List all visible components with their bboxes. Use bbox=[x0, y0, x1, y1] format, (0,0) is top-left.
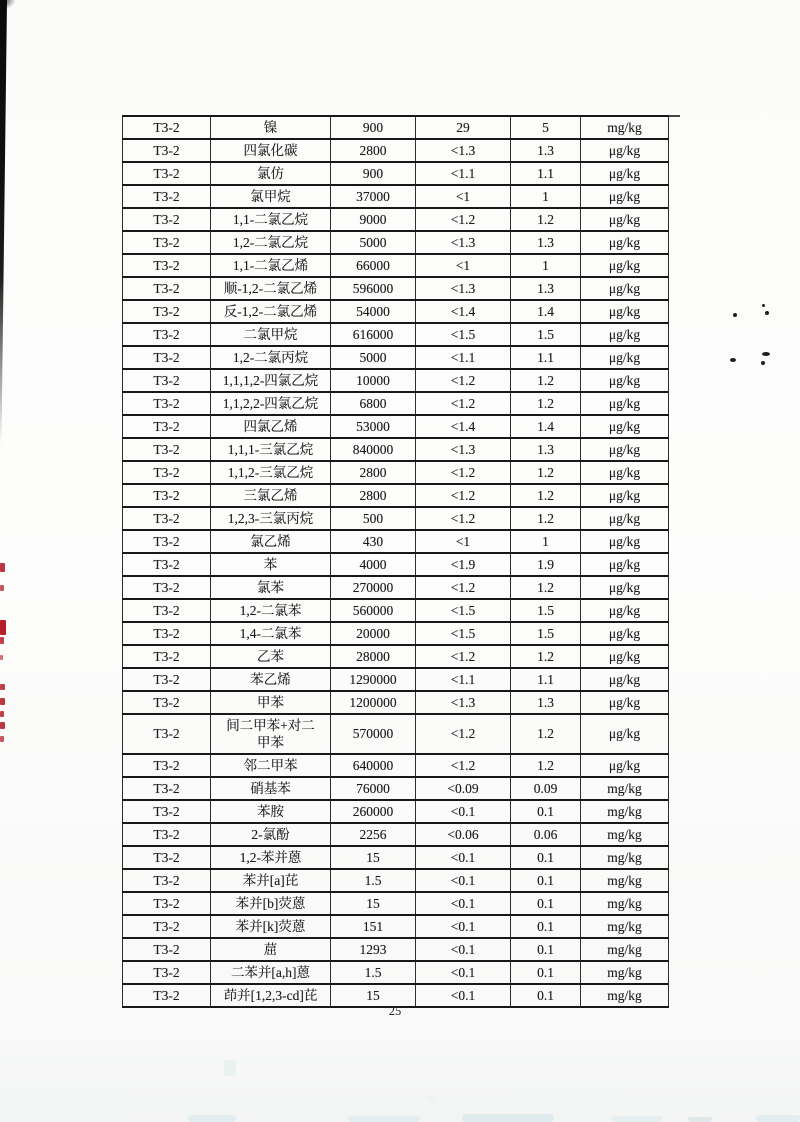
result-value-cell: 1290000 bbox=[331, 668, 416, 691]
scan-smudge bbox=[462, 1114, 554, 1122]
unit-cell: μg/kg bbox=[581, 645, 669, 668]
table-row bbox=[123, 208, 669, 231]
sample-id-cell: T3-2 bbox=[123, 346, 211, 369]
analyte-name-cell: 1,2-二氯乙烷 bbox=[211, 231, 331, 254]
red-stamp-fragment bbox=[0, 698, 5, 705]
analyte-name-cell: 苯乙烯 bbox=[211, 668, 331, 691]
table-row bbox=[123, 777, 669, 800]
detection-limit-cell: 1.2 bbox=[511, 714, 581, 754]
result-value-cell: 1293 bbox=[331, 938, 416, 961]
sample-id-cell: T3-2 bbox=[123, 484, 211, 507]
sample-id-cell: T3-2 bbox=[123, 277, 211, 300]
measured-value-cell: <1.2 bbox=[416, 484, 511, 507]
unit-cell: μg/kg bbox=[581, 484, 669, 507]
measured-value-cell: 29 bbox=[416, 116, 511, 139]
measured-value-cell: <0.1 bbox=[416, 938, 511, 961]
result-value-cell: 2256 bbox=[331, 823, 416, 846]
result-value-cell: 1200000 bbox=[331, 691, 416, 714]
result-value-cell: 54000 bbox=[331, 300, 416, 323]
sample-id-cell: T3-2 bbox=[123, 714, 211, 754]
table-row bbox=[123, 714, 669, 754]
scan-smudge bbox=[224, 1060, 236, 1076]
sample-id-cell: T3-2 bbox=[123, 323, 211, 346]
detection-limit-cell: 1.3 bbox=[511, 691, 581, 714]
analyte-name-cell: 1,2-二氯丙烷 bbox=[211, 346, 331, 369]
measured-value-cell: <1.4 bbox=[416, 415, 511, 438]
analyte-name-cell: 间二甲苯+对二甲苯 bbox=[211, 714, 331, 754]
result-value-cell: 570000 bbox=[331, 714, 416, 754]
detection-limit-cell: 1.3 bbox=[511, 438, 581, 461]
table-row bbox=[123, 530, 669, 553]
analyte-name-cell: 茚并[1,2,3-cd]芘 bbox=[211, 984, 331, 1007]
result-value-cell: 5000 bbox=[331, 346, 416, 369]
sample-id-cell: T3-2 bbox=[123, 185, 211, 208]
detection-limit-cell: 0.1 bbox=[511, 984, 581, 1007]
detection-limit-cell: 0.09 bbox=[511, 777, 581, 800]
result-value-cell: 66000 bbox=[331, 254, 416, 277]
detection-limit-cell: 1.4 bbox=[511, 300, 581, 323]
table-row bbox=[123, 576, 669, 599]
unit-cell: μg/kg bbox=[581, 461, 669, 484]
page-number: 25 bbox=[388, 1004, 402, 1018]
result-value-cell: 500 bbox=[331, 507, 416, 530]
sample-id-cell: T3-2 bbox=[123, 938, 211, 961]
analyte-name-cell: 氯甲烷 bbox=[211, 185, 331, 208]
analyte-name-cell: 2-氯酚 bbox=[211, 823, 331, 846]
table-row bbox=[123, 438, 669, 461]
result-value-cell: 270000 bbox=[331, 576, 416, 599]
result-value-cell: 900 bbox=[331, 116, 416, 139]
analyte-name-cell: 1,1,2-三氯乙烷 bbox=[211, 461, 331, 484]
sample-id-cell: T3-2 bbox=[123, 668, 211, 691]
sample-id-cell: T3-2 bbox=[123, 461, 211, 484]
result-value-cell: 151 bbox=[331, 915, 416, 938]
analyte-name-cell: 1,1,1-三氯乙烷 bbox=[211, 438, 331, 461]
measured-value-cell: <1.2 bbox=[416, 754, 511, 777]
result-value-cell: 28000 bbox=[331, 645, 416, 668]
sample-id-cell: T3-2 bbox=[123, 438, 211, 461]
analyte-name-cell: 三氯乙烯 bbox=[211, 484, 331, 507]
red-stamp-fragment bbox=[0, 585, 4, 591]
result-value-cell: 430 bbox=[331, 530, 416, 553]
table-row bbox=[123, 823, 669, 846]
table-row bbox=[123, 415, 669, 438]
sample-id-cell: T3-2 bbox=[123, 553, 211, 576]
unit-cell: μg/kg bbox=[581, 415, 669, 438]
sample-id-cell: T3-2 bbox=[123, 599, 211, 622]
analyte-name-cell: 䓛 bbox=[211, 938, 331, 961]
analyte-name-cell: 氯仿 bbox=[211, 162, 331, 185]
analyte-name-cell: 二苯并[a,h]蒽 bbox=[211, 961, 331, 984]
unit-cell: mg/kg bbox=[581, 777, 669, 800]
table-row bbox=[123, 139, 669, 162]
detection-limit-cell: 0.1 bbox=[511, 800, 581, 823]
table-row bbox=[123, 369, 669, 392]
analyte-name-cell: 苯并[b]荧蒽 bbox=[211, 892, 331, 915]
unit-cell: mg/kg bbox=[581, 823, 669, 846]
unit-cell: μg/kg bbox=[581, 277, 669, 300]
sample-id-cell: T3-2 bbox=[123, 645, 211, 668]
unit-cell: μg/kg bbox=[581, 714, 669, 754]
table-row bbox=[123, 484, 669, 507]
unit-cell: mg/kg bbox=[581, 869, 669, 892]
analyte-name-cell: 反-1,2-二氯乙烯 bbox=[211, 300, 331, 323]
table-row bbox=[123, 185, 669, 208]
detection-limit-cell: 1.1 bbox=[511, 668, 581, 691]
table-row bbox=[123, 231, 669, 254]
detection-limit-cell: 1.2 bbox=[511, 484, 581, 507]
detection-limit-cell: 1 bbox=[511, 254, 581, 277]
ink-speck bbox=[733, 313, 737, 317]
measured-value-cell: <1.2 bbox=[416, 714, 511, 754]
scan-corner-smudge bbox=[0, 0, 16, 10]
detection-limit-cell: 1.1 bbox=[511, 346, 581, 369]
unit-cell: mg/kg bbox=[581, 961, 669, 984]
measured-value-cell: <1.3 bbox=[416, 277, 511, 300]
result-value-cell: 10000 bbox=[331, 369, 416, 392]
sample-id-cell: T3-2 bbox=[123, 622, 211, 645]
analyte-name-cell: 1,1-二氯乙烯 bbox=[211, 254, 331, 277]
table-row bbox=[123, 938, 669, 961]
unit-cell: μg/kg bbox=[581, 622, 669, 645]
result-value-cell: 6800 bbox=[331, 392, 416, 415]
unit-cell: μg/kg bbox=[581, 346, 669, 369]
measured-value-cell: <1.3 bbox=[416, 438, 511, 461]
sample-id-cell: T3-2 bbox=[123, 846, 211, 869]
measured-value-cell: <1.2 bbox=[416, 576, 511, 599]
scan-smudge bbox=[348, 1116, 420, 1122]
result-value-cell: 1.5 bbox=[331, 869, 416, 892]
unit-cell: μg/kg bbox=[581, 754, 669, 777]
result-value-cell: 4000 bbox=[331, 553, 416, 576]
analyte-name-cell: 苯并[a]芘 bbox=[211, 869, 331, 892]
sample-id-cell: T3-2 bbox=[123, 984, 211, 1007]
detection-limit-cell: 0.1 bbox=[511, 846, 581, 869]
sample-id-cell: T3-2 bbox=[123, 823, 211, 846]
measured-value-cell: <1.2 bbox=[416, 645, 511, 668]
result-value-cell: 840000 bbox=[331, 438, 416, 461]
table-row bbox=[123, 346, 669, 369]
sample-id-cell: T3-2 bbox=[123, 415, 211, 438]
measured-value-cell: <1.1 bbox=[416, 346, 511, 369]
measured-value-cell: <1.1 bbox=[416, 668, 511, 691]
result-value-cell: 1.5 bbox=[331, 961, 416, 984]
detection-limit-cell: 0.1 bbox=[511, 961, 581, 984]
detection-limit-cell: 1.2 bbox=[511, 392, 581, 415]
scan-edge-shadow bbox=[0, 0, 7, 445]
table-row bbox=[123, 323, 669, 346]
table-row bbox=[123, 162, 669, 185]
unit-cell: mg/kg bbox=[581, 892, 669, 915]
measured-value-cell: <1.3 bbox=[416, 231, 511, 254]
sample-id-cell: T3-2 bbox=[123, 961, 211, 984]
red-stamp-fragment bbox=[0, 736, 4, 742]
result-value-cell: 15 bbox=[331, 892, 416, 915]
sample-id-cell: T3-2 bbox=[123, 231, 211, 254]
result-value-cell: 900 bbox=[331, 162, 416, 185]
detection-limit-cell: 1.2 bbox=[511, 576, 581, 599]
detection-limit-cell: 1.5 bbox=[511, 622, 581, 645]
unit-cell: μg/kg bbox=[581, 300, 669, 323]
unit-cell: μg/kg bbox=[581, 208, 669, 231]
unit-cell: mg/kg bbox=[581, 938, 669, 961]
result-value-cell: 15 bbox=[331, 846, 416, 869]
sample-id-cell: T3-2 bbox=[123, 892, 211, 915]
unit-cell: μg/kg bbox=[581, 369, 669, 392]
table-row bbox=[123, 892, 669, 915]
measured-value-cell: <0.1 bbox=[416, 984, 511, 1007]
detection-limit-cell: 1.5 bbox=[511, 599, 581, 622]
unit-cell: μg/kg bbox=[581, 507, 669, 530]
detection-limit-cell: 1.9 bbox=[511, 553, 581, 576]
analyte-name-cell: 1,1,1,2-四氯乙烷 bbox=[211, 369, 331, 392]
detection-limit-cell: 0.1 bbox=[511, 915, 581, 938]
sample-id-cell: T3-2 bbox=[123, 300, 211, 323]
table-row bbox=[123, 668, 669, 691]
red-stamp-fragment bbox=[0, 684, 5, 690]
detection-limit-cell: 1.3 bbox=[511, 231, 581, 254]
unit-cell: mg/kg bbox=[581, 846, 669, 869]
table-row bbox=[123, 507, 669, 530]
unit-cell: mg/kg bbox=[581, 984, 669, 1007]
measured-value-cell: <1.5 bbox=[416, 323, 511, 346]
unit-cell: mg/kg bbox=[581, 800, 669, 823]
table-row bbox=[123, 645, 669, 668]
result-value-cell: 560000 bbox=[331, 599, 416, 622]
sample-id-cell: T3-2 bbox=[123, 392, 211, 415]
detection-limit-cell: 1.3 bbox=[511, 139, 581, 162]
analyte-name-cell: 1,1,2,2-四氯乙烷 bbox=[211, 392, 331, 415]
measured-value-cell: <0.1 bbox=[416, 800, 511, 823]
measured-value-cell: <1.2 bbox=[416, 392, 511, 415]
analyte-name-cell: 1,2,3-三氯丙烷 bbox=[211, 507, 331, 530]
scan-smudge bbox=[188, 1115, 236, 1122]
detection-limit-cell: 1.1 bbox=[511, 162, 581, 185]
table-row bbox=[123, 846, 669, 869]
sample-id-cell: T3-2 bbox=[123, 208, 211, 231]
table-row bbox=[123, 691, 669, 714]
result-value-cell: 596000 bbox=[331, 277, 416, 300]
table-row bbox=[123, 961, 669, 984]
red-stamp-fragment bbox=[0, 563, 5, 572]
ink-speck bbox=[761, 361, 765, 365]
result-value-cell: 37000 bbox=[331, 185, 416, 208]
unit-cell: mg/kg bbox=[581, 915, 669, 938]
detection-limit-cell: 0.1 bbox=[511, 869, 581, 892]
analyte-name-cell: 氯乙烯 bbox=[211, 530, 331, 553]
result-value-cell: 5000 bbox=[331, 231, 416, 254]
unit-cell: μg/kg bbox=[581, 668, 669, 691]
analyte-name-cell: 甲苯 bbox=[211, 691, 331, 714]
table-rule-overhang bbox=[668, 115, 680, 117]
sample-id-cell: T3-2 bbox=[123, 530, 211, 553]
sample-id-cell: T3-2 bbox=[123, 507, 211, 530]
result-value-cell: 53000 bbox=[331, 415, 416, 438]
measured-value-cell: <0.06 bbox=[416, 823, 511, 846]
ink-speck bbox=[762, 352, 770, 356]
unit-cell: mg/kg bbox=[581, 116, 669, 139]
analyte-name-cell: 苯 bbox=[211, 553, 331, 576]
unit-cell: μg/kg bbox=[581, 231, 669, 254]
measured-value-cell: <1.1 bbox=[416, 162, 511, 185]
sample-id-cell: T3-2 bbox=[123, 576, 211, 599]
unit-cell: μg/kg bbox=[581, 392, 669, 415]
unit-cell: μg/kg bbox=[581, 576, 669, 599]
analyte-name-cell: 1,2-苯并蒽 bbox=[211, 846, 331, 869]
measured-value-cell: <1.3 bbox=[416, 139, 511, 162]
unit-cell: μg/kg bbox=[581, 254, 669, 277]
table-row bbox=[123, 869, 669, 892]
sample-id-cell: T3-2 bbox=[123, 116, 211, 139]
unit-cell: μg/kg bbox=[581, 438, 669, 461]
measured-value-cell: <1.2 bbox=[416, 369, 511, 392]
measured-value-cell: <0.1 bbox=[416, 869, 511, 892]
sample-id-cell: T3-2 bbox=[123, 915, 211, 938]
analyte-name-cell: 二氯甲烷 bbox=[211, 323, 331, 346]
sample-id-cell: T3-2 bbox=[123, 162, 211, 185]
sample-id-cell: T3-2 bbox=[123, 691, 211, 714]
table-row bbox=[123, 277, 669, 300]
detection-limit-cell: 1 bbox=[511, 530, 581, 553]
detection-limit-cell: 1.2 bbox=[511, 369, 581, 392]
sample-id-cell: T3-2 bbox=[123, 869, 211, 892]
ink-speck bbox=[762, 304, 765, 307]
detection-limit-cell: 5 bbox=[511, 116, 581, 139]
table-row bbox=[123, 300, 669, 323]
scan-smudge bbox=[425, 1096, 435, 1102]
analyte-name-cell: 1,1-二氯乙烷 bbox=[211, 208, 331, 231]
measured-value-cell: <1 bbox=[416, 254, 511, 277]
measured-value-cell: <1.5 bbox=[416, 622, 511, 645]
detection-limit-cell: 1.3 bbox=[511, 277, 581, 300]
unit-cell: μg/kg bbox=[581, 162, 669, 185]
unit-cell: μg/kg bbox=[581, 553, 669, 576]
red-stamp-fragment bbox=[0, 620, 6, 635]
analyte-name-cell: 1,4-二氯苯 bbox=[211, 622, 331, 645]
analyte-name-cell: 四氯乙烯 bbox=[211, 415, 331, 438]
detection-limit-cell: 1 bbox=[511, 185, 581, 208]
table-row bbox=[123, 622, 669, 645]
detection-limit-cell: 1.2 bbox=[511, 208, 581, 231]
measured-value-cell: <0.1 bbox=[416, 915, 511, 938]
result-value-cell: 640000 bbox=[331, 754, 416, 777]
table-row bbox=[123, 392, 669, 415]
analyte-name-cell: 苯并[k]荧蒽 bbox=[211, 915, 331, 938]
scan-smudge bbox=[612, 1116, 662, 1122]
red-stamp-fragment bbox=[0, 637, 4, 644]
unit-cell: μg/kg bbox=[581, 323, 669, 346]
measured-value-cell: <1.9 bbox=[416, 553, 511, 576]
analyte-name-cell: 硝基苯 bbox=[211, 777, 331, 800]
analyte-name-cell: 苯胺 bbox=[211, 800, 331, 823]
measured-value-cell: <1.2 bbox=[416, 507, 511, 530]
sample-id-cell: T3-2 bbox=[123, 139, 211, 162]
detection-limit-cell: 1.2 bbox=[511, 461, 581, 484]
sample-id-cell: T3-2 bbox=[123, 777, 211, 800]
detection-limit-cell: 1.2 bbox=[511, 645, 581, 668]
measured-value-cell: <0.09 bbox=[416, 777, 511, 800]
measured-value-cell: <1 bbox=[416, 530, 511, 553]
result-value-cell: 9000 bbox=[331, 208, 416, 231]
measured-value-cell: <1.3 bbox=[416, 691, 511, 714]
detection-limit-cell: 0.1 bbox=[511, 892, 581, 915]
sample-id-cell: T3-2 bbox=[123, 254, 211, 277]
sample-id-cell: T3-2 bbox=[123, 369, 211, 392]
measured-value-cell: <1.2 bbox=[416, 461, 511, 484]
analyte-name-cell: 邻二甲苯 bbox=[211, 754, 331, 777]
ink-speck bbox=[765, 311, 769, 315]
measured-value-cell: <0.1 bbox=[416, 892, 511, 915]
result-value-cell: 2800 bbox=[331, 484, 416, 507]
scan-smudge bbox=[756, 1115, 800, 1122]
table-row bbox=[123, 116, 669, 139]
measured-value-cell: <1.2 bbox=[416, 208, 511, 231]
detection-limit-cell: 0.1 bbox=[511, 938, 581, 961]
red-stamp-fragment bbox=[0, 711, 4, 717]
unit-cell: μg/kg bbox=[581, 691, 669, 714]
detection-limit-cell: 0.06 bbox=[511, 823, 581, 846]
result-value-cell: 260000 bbox=[331, 800, 416, 823]
measured-value-cell: <1.4 bbox=[416, 300, 511, 323]
measured-value-cell: <1.5 bbox=[416, 599, 511, 622]
unit-cell: μg/kg bbox=[581, 530, 669, 553]
result-value-cell: 616000 bbox=[331, 323, 416, 346]
result-value-cell: 76000 bbox=[331, 777, 416, 800]
unit-cell: μg/kg bbox=[581, 185, 669, 208]
scan-smudge bbox=[688, 1117, 712, 1122]
measured-value-cell: <1 bbox=[416, 185, 511, 208]
lab-results-table bbox=[122, 115, 669, 1008]
ink-speck bbox=[730, 358, 736, 362]
detection-limit-cell: 1.5 bbox=[511, 323, 581, 346]
table-row bbox=[123, 915, 669, 938]
analyte-name-cell: 氯苯 bbox=[211, 576, 331, 599]
table-row bbox=[123, 254, 669, 277]
table-row bbox=[123, 800, 669, 823]
sample-id-cell: T3-2 bbox=[123, 754, 211, 777]
analyte-name-cell: 四氯化碳 bbox=[211, 139, 331, 162]
red-stamp-fragment bbox=[0, 655, 3, 660]
detection-limit-cell: 1.2 bbox=[511, 507, 581, 530]
unit-cell: μg/kg bbox=[581, 139, 669, 162]
table-row bbox=[123, 553, 669, 576]
result-value-cell: 15 bbox=[331, 984, 416, 1007]
result-value-cell: 20000 bbox=[331, 622, 416, 645]
detection-limit-cell: 1.2 bbox=[511, 754, 581, 777]
result-value-cell: 2800 bbox=[331, 461, 416, 484]
sample-id-cell: T3-2 bbox=[123, 800, 211, 823]
measured-value-cell: <0.1 bbox=[416, 961, 511, 984]
analyte-name-cell: 镍 bbox=[211, 116, 331, 139]
detection-limit-cell: 1.4 bbox=[511, 415, 581, 438]
table-row bbox=[123, 754, 669, 777]
result-value-cell: 2800 bbox=[331, 139, 416, 162]
analyte-name-cell: 1,2-二氯苯 bbox=[211, 599, 331, 622]
red-stamp-fragment bbox=[0, 722, 5, 729]
table-row bbox=[123, 599, 669, 622]
measured-value-cell: <0.1 bbox=[416, 846, 511, 869]
analyte-name-cell: 顺-1,2-二氯乙烯 bbox=[211, 277, 331, 300]
table-row bbox=[123, 461, 669, 484]
analyte-name-cell: 乙苯 bbox=[211, 645, 331, 668]
unit-cell: μg/kg bbox=[581, 599, 669, 622]
